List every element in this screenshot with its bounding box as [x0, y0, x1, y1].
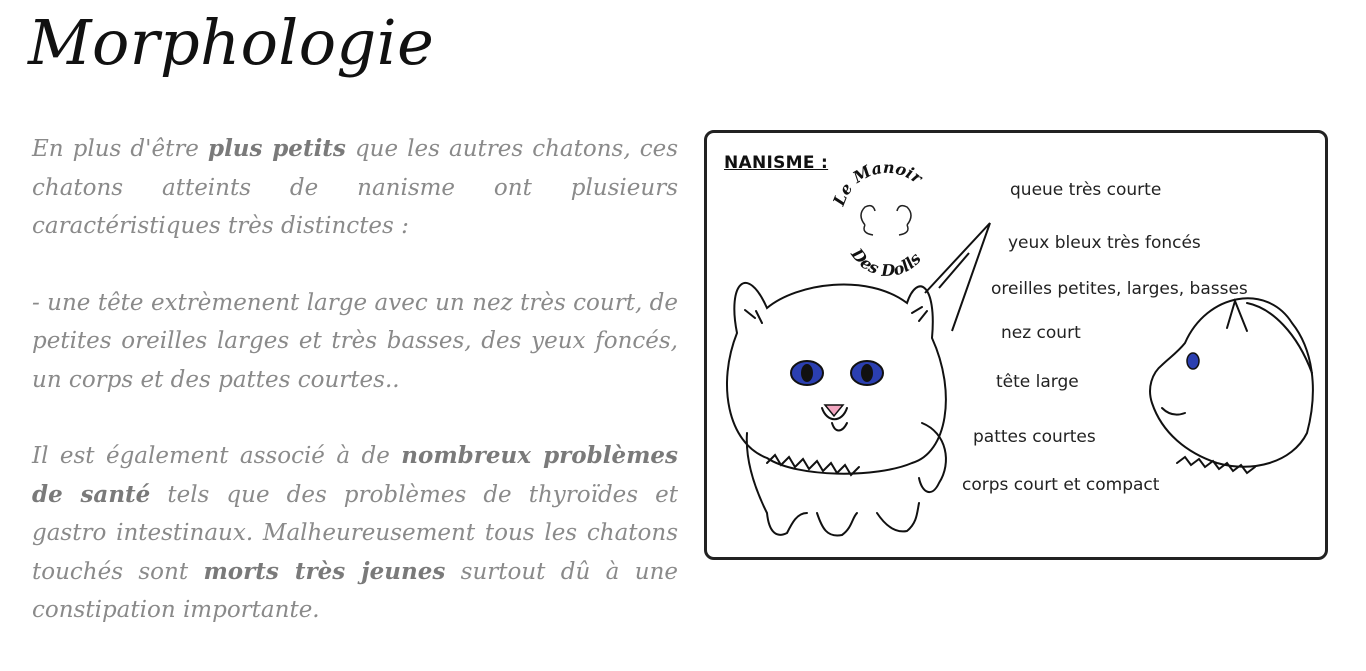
text-run: tels que des problèmes de thyroïdes et gastro intestinaux. Malheureusement tous les chatons touchés sont	[32, 481, 678, 585]
dwarfism-diagram	[704, 130, 1328, 560]
feature-dark-blue-eyes: yeux bleux très foncés	[1008, 233, 1201, 253]
cat-side-illustration	[1150, 298, 1313, 473]
text-run: surtout dû à une constipation importante.	[32, 558, 679, 623]
emphasis-smaller: plus petits	[207, 135, 346, 162]
paragraph-health	[32, 437, 678, 630]
cat-side-eye	[1187, 353, 1199, 369]
svg-text:Des Dolls	[847, 244, 925, 280]
feature-short-nose: nez court	[1001, 323, 1081, 343]
feature-compact-body: corps court et compact	[962, 475, 1160, 495]
pointer-lines	[925, 223, 990, 331]
logo-top-text: Le Manoir	[829, 157, 926, 209]
text-run: En plus d'être	[32, 136, 208, 162]
paragraph-intro	[32, 130, 678, 246]
page-title: Morphologie	[28, 6, 435, 79]
feature-ears: oreilles petites, larges, basses	[991, 279, 1248, 299]
cat-front-eyes	[791, 361, 883, 385]
cat-front-nose	[825, 405, 843, 416]
feature-short-legs: pattes courtes	[973, 427, 1096, 447]
feature-large-head: tête large	[996, 372, 1079, 392]
description-text	[32, 130, 678, 668]
logo-bottom-text: Des Dolls	[847, 244, 925, 280]
text-run: Il est également associé à de	[32, 443, 402, 469]
text-run: que les autres chatons, ces chatons atteints de nanisme ont plusieurs caractéristiques très distinctes :	[32, 136, 678, 239]
emphasis-died-young: morts très jeunes	[203, 557, 446, 585]
paragraph-traits: - une tête extrèmenent large avec un nez très court, de petites oreilles larges et très basses, des yeux foncés, un corps et des pattes courtes..	[32, 289, 678, 393]
emphasis-health-problems: nombreux problèmes de santé	[32, 442, 678, 508]
figure-heading: NANISME :	[724, 153, 829, 173]
svg-text:Le Manoir	[829, 158, 927, 209]
feature-short-tail: queue très courte	[1010, 180, 1162, 200]
